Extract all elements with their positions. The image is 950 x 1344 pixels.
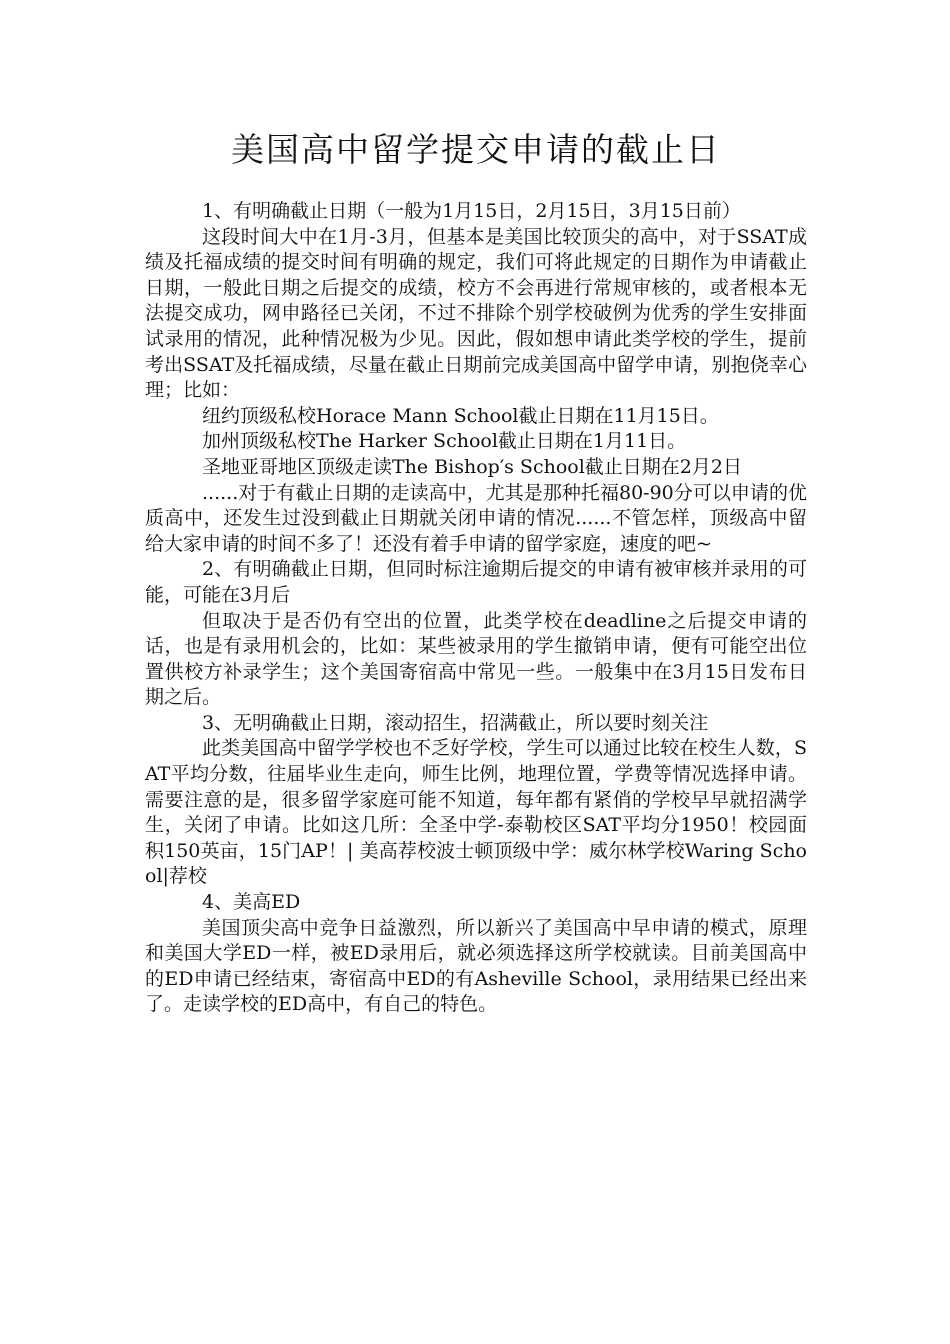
document-title: 美国高中留学提交申请的截止日	[231, 130, 721, 169]
paragraph-deadline-type-4-heading: 4、美高ED	[202, 891, 301, 914]
paragraph-example-harker: 加州顶级私校The Harker School截止日期在1月11日。	[202, 430, 687, 453]
paragraph-deadline-type-3-heading: 3、无明确截止日期，滚动招生，招满截止，所以要时刻关注	[202, 711, 709, 734]
paragraph-example-horace-mann: 纽约顶级私校Horace Mann School截止日期在11月15日。	[202, 404, 719, 427]
paragraph-deadline-type-2-heading: 2、有明确截止日期，但同时标注逾期后提交的申请有被审核并录用的可能，可能在3月后	[145, 558, 807, 606]
paragraph-day-school-note: ......对于有截止日期的走读高中，尤其是那种托福80-90分可以申请的优质高中，还发生过没到截止日期就关闭申请的情况......不管怎样，顶级高中留给大家申请的时间不多了！还没有着手申请的留学家庭，速度的吧~	[145, 481, 807, 555]
paragraph-deadline-type-1-body: 这段时间大中在1月-3月，但基本是美国比较顶尖的高中，对于SSAT成绩及托福成绩的提交时间有明确的规定，我们可将此规定的日期作为申请截止日期，一般此日期之后提交的成绩，校方不会再进行常规审核的，或者根本无法提交成功，网申路径已关闭，不过不排除个别学校破例为优秀的学生安排面试录用的情况，此种情况极为少见。因此，假如想申请此类学校的学生，提前考出SSAT及托福成绩，尽量在截止日期前完成美国高中留学申请，别抱侥幸心理；比如：	[145, 225, 807, 402]
paragraph-deadline-type-3-body: 此类美国高中留学学校也不乏好学校，学生可以通过比较在校生人数，SAT平均分数，往届毕业生走向，师生比例，地理位置，学费等情况选择申请。需要注意的是，很多留学家庭可能不知道，每年都有紧俏的学校早早就招满学生，关闭了申请。比如这几所：全圣中学-泰勒校区SAT平均分1950！校园面积150英亩，15门AP！| 美高荐校波士顿顶级中学：威尔林学校Waring School|荐校	[145, 737, 807, 888]
paragraph-example-bishops: 圣地亚哥地区顶级走读The Bishop′s School截止日期在2月2日	[202, 455, 742, 478]
paragraph-deadline-type-2-body: 但取决于是否仍有空出的位置，此类学校在deadline之后提交申请的话，也是有录用机会的，比如：某些被录用的学生撤销申请，便有可能空出位置供校方补录学生；这个美国寄宿高中常见一些。一般集中在3月15日发布日期之后。	[145, 609, 807, 709]
paragraph-deadline-type-1-heading: 1、有明确截止日期（一般为1月15日，2月15日，3月15日前）	[202, 200, 741, 222]
paragraph-deadline-type-4-body: 美国顶尖高中竞争日益激烈，所以新兴了美国高中早申请的模式，原理和美国大学ED一样，被ED录用后，就必须选择这所学校就读。目前美国高中的ED申请已经结束，寄宿高中ED的有Asheville School，录用结果已经出来了。走读学校的ED高中，有自己的特色。	[145, 916, 807, 1016]
document-body	[145, 199, 807, 1018]
